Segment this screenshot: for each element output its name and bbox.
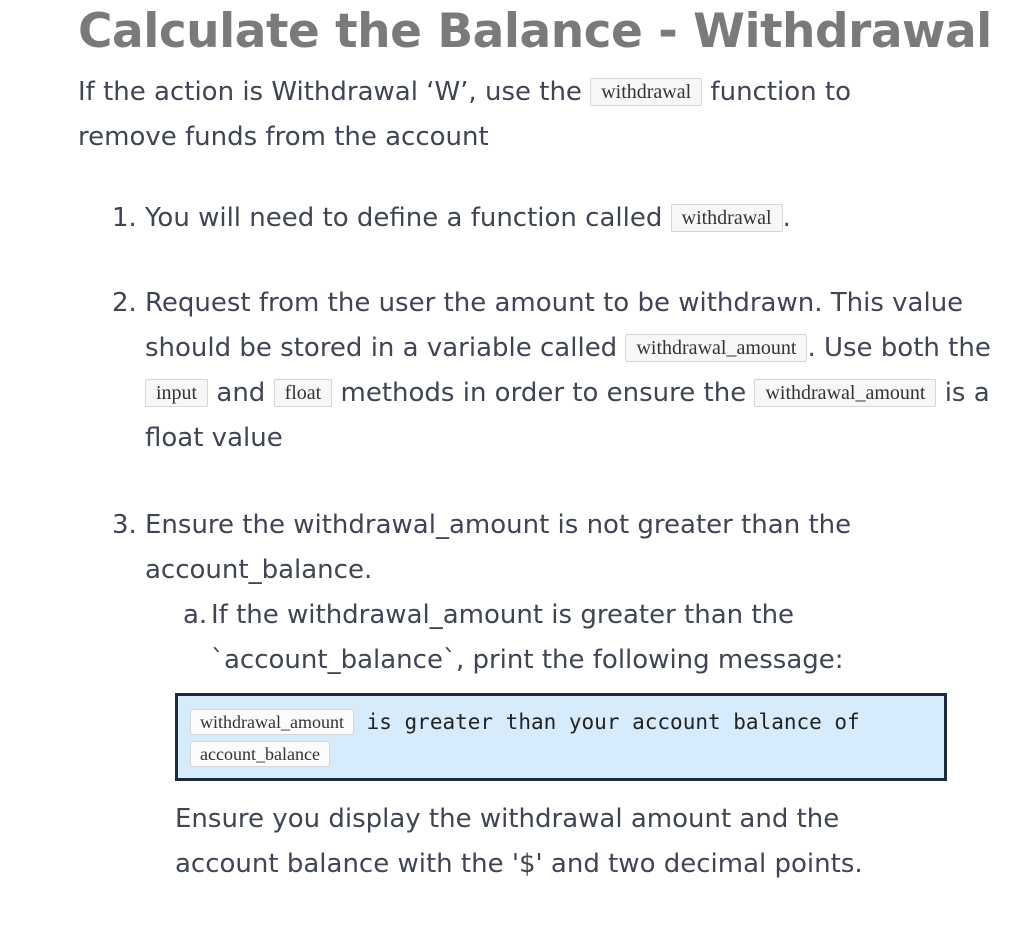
inline-code-withdrawal-amount: withdrawal_amount (190, 709, 354, 735)
step-text: Request from the user the amount to be withdrawn. This value should be stored in a variable called (145, 288, 964, 363)
intro-text-before: If the action is Withdrawal ‘W’, use the (78, 77, 591, 107)
step-number: 2. (112, 288, 137, 318)
step-text: . Use both the (807, 333, 991, 363)
inline-code-account-balance: account_balance (190, 741, 330, 767)
note-paragraph: Ensure you display the withdrawal amount and the account balance with the '$' and two decimal points. (175, 804, 863, 879)
message-text: is greater than your account balance of (353, 710, 860, 734)
inline-code-withdrawal: withdrawal (671, 204, 783, 232)
message-callout (175, 693, 947, 781)
step-item (112, 503, 1008, 887)
steps-list (78, 196, 1008, 887)
inline-code-input: input (145, 379, 208, 407)
inline-code-withdrawal: withdrawal (590, 78, 702, 106)
intro-text-after: function to remove funds from the account (78, 77, 852, 152)
inline-code-withdrawal-amount: withdrawal_amount (754, 379, 936, 407)
step-text: Ensure the withdrawal_amount is not greater than the account_balance. (145, 510, 852, 585)
page-title: Calculate the Balance - Withdrawal (78, 4, 992, 59)
step-item (112, 281, 1008, 461)
inline-code-float: float (274, 379, 333, 407)
step-number: 1. (112, 203, 137, 233)
step-number: 3. (112, 510, 137, 540)
step-text: . (782, 203, 791, 233)
intro-paragraph (78, 70, 948, 160)
document-page (78, 0, 1008, 929)
step-text: is a float value (145, 378, 990, 453)
sub-step-item (183, 593, 1008, 683)
step-item (112, 196, 1008, 241)
step-text: and (208, 378, 274, 408)
step-text: You will need to define a function called (145, 203, 671, 233)
sub-step-text: If the withdrawal_amount is greater than the `account_balance`, print the following message: (211, 600, 844, 675)
step-text: methods in order to ensure the (332, 378, 755, 408)
inline-code-withdrawal-amount: withdrawal_amount (625, 334, 807, 362)
sub-step-letter: a. (183, 600, 208, 630)
